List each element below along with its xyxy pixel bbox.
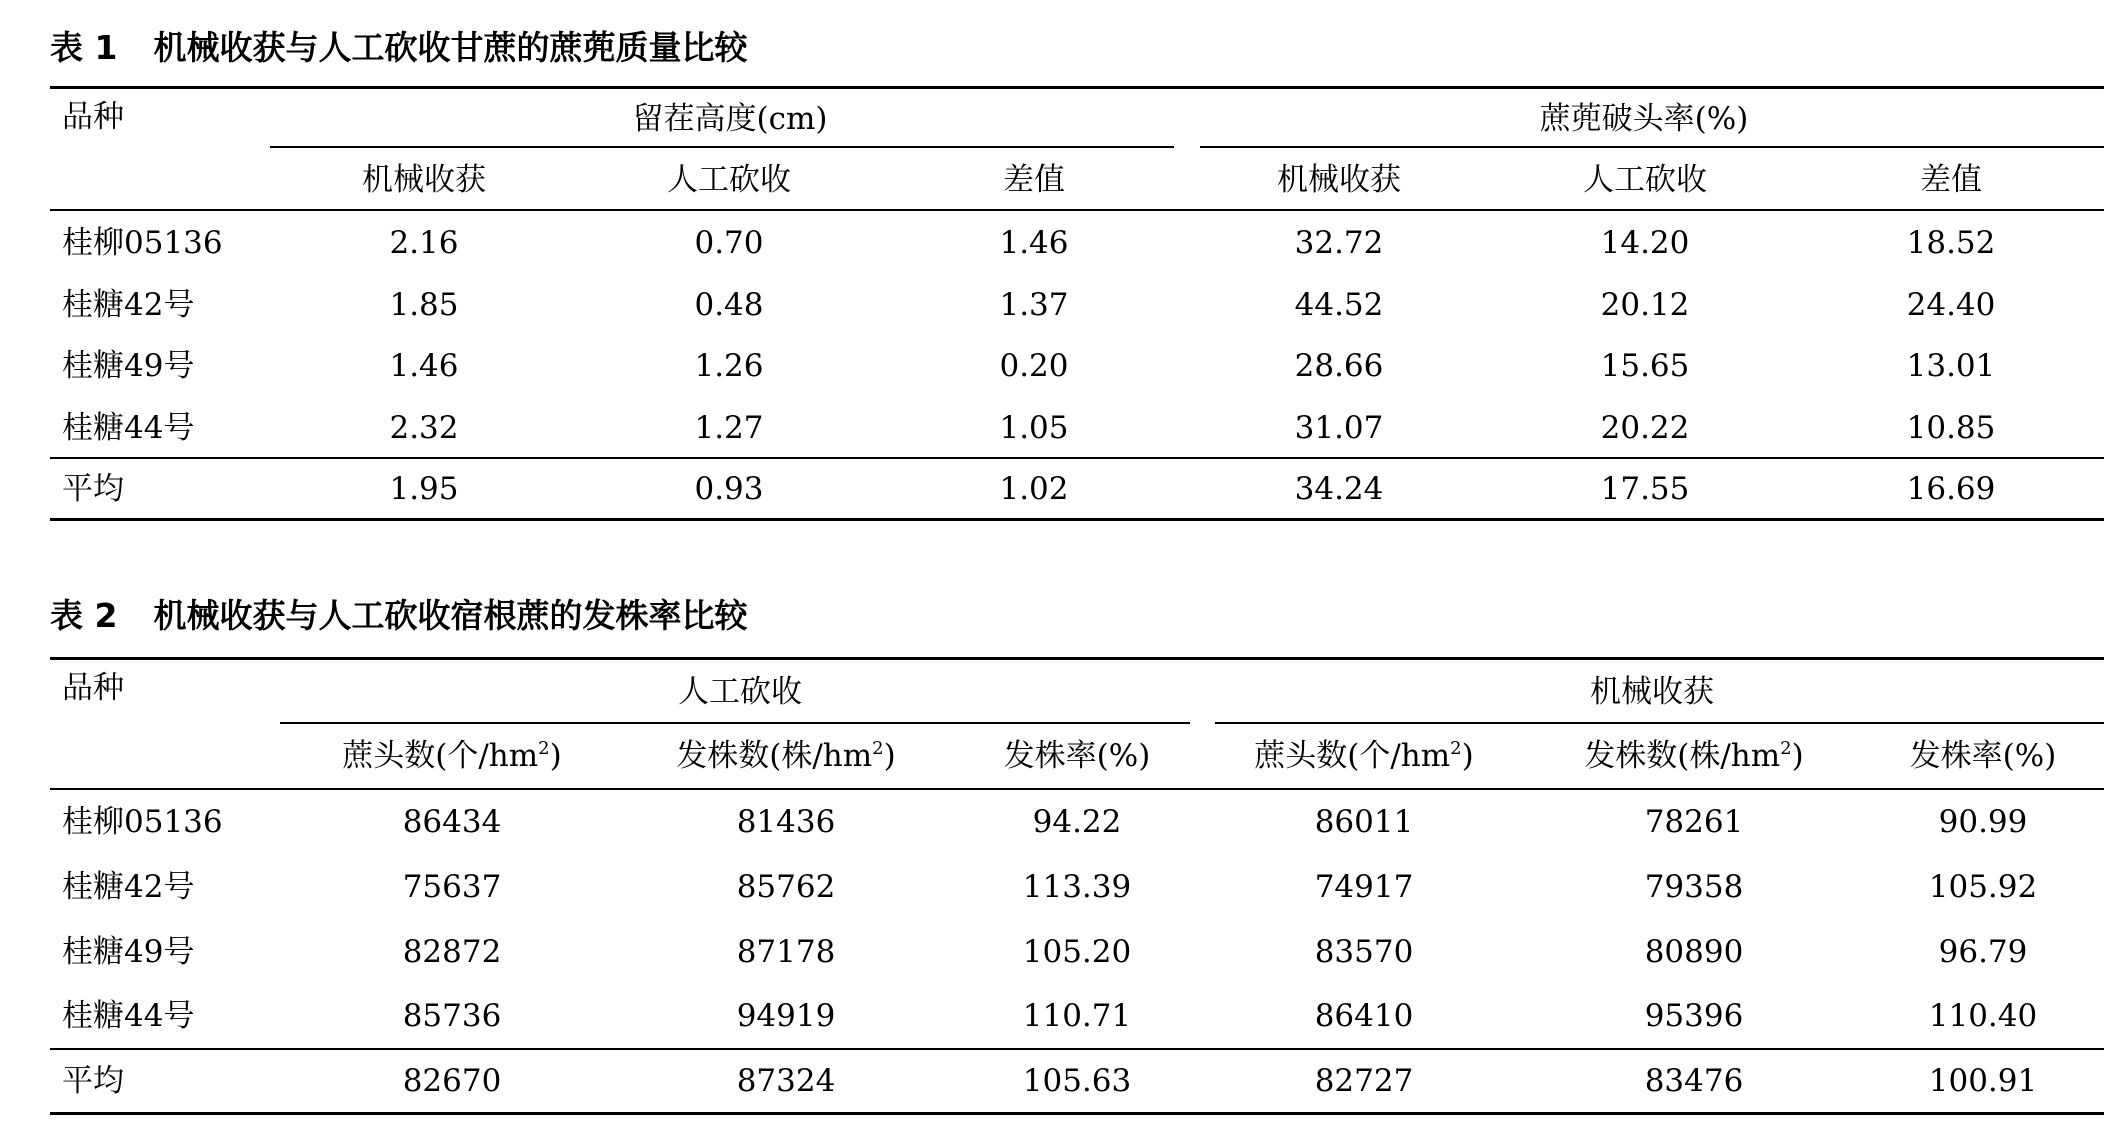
table1-cell: 18.52 <box>1906 225 1996 261</box>
table2-cell: 81436 <box>736 804 836 840</box>
table2-cell: 82872 <box>402 934 502 970</box>
table2-cell: 74917 <box>1314 869 1414 905</box>
table2-cell: 96.79 <box>1938 934 2028 970</box>
table2-summary-name: 平均 <box>62 1063 124 1099</box>
table2-group-rule-left <box>280 722 1190 724</box>
table2-subheader: 发株率(%) <box>1909 738 2057 774</box>
table1-subheader: 机械收获 <box>1277 162 1401 198</box>
table1-summary-cell: 16.69 <box>1906 471 1996 507</box>
table1-group-header-stubble: 留茬高度(cm) <box>632 101 828 137</box>
table1-summary-cell: 1.02 <box>999 471 1069 507</box>
table2-row-name: 桂糖42号 <box>62 869 195 905</box>
table1-summary-cell: 34.24 <box>1294 471 1384 507</box>
table1-summary-cell: 0.93 <box>694 471 764 507</box>
table1-summary-cell: 1.95 <box>389 471 459 507</box>
table2-cell: 95396 <box>1644 998 1744 1034</box>
table2-subheader: 发株率(%) <box>1003 738 1151 774</box>
table1-cell: 0.70 <box>694 225 764 261</box>
table1-cell: 1.26 <box>694 348 764 384</box>
table1-cell: 1.85 <box>389 287 459 323</box>
table2-cell: 94919 <box>736 998 836 1034</box>
table2-cell: 78261 <box>1644 804 1744 840</box>
table2-cell: 80890 <box>1644 934 1744 970</box>
table1-bottom-rule <box>50 518 2104 521</box>
table2-row-name: 桂糖49号 <box>62 934 195 970</box>
table2-cell: 113.39 <box>1022 869 1132 905</box>
table1-cell: 32.72 <box>1294 225 1384 261</box>
table1-subheader: 差值 <box>1003 162 1065 198</box>
table2-cell: 105.20 <box>1022 934 1132 970</box>
table2-stub-header: 品种 <box>62 670 124 706</box>
table2-group-rule-right <box>1215 722 2104 724</box>
table1-cell: 1.46 <box>389 348 459 384</box>
table1-stub-header: 品种 <box>62 99 124 135</box>
table2-cell: 86410 <box>1314 998 1414 1034</box>
table1-group-rule-right <box>1200 146 2104 148</box>
table2-summary-cell: 82727 <box>1314 1063 1414 1099</box>
table2-caption <box>50 594 747 638</box>
table1-row-name: 桂糖42号 <box>62 287 195 323</box>
table2-cell: 105.92 <box>1928 869 2038 905</box>
table1-cell: 0.48 <box>694 287 764 323</box>
table2-summary-cell: 82670 <box>402 1063 502 1099</box>
table1-cell: 2.16 <box>389 225 459 261</box>
table2-label: 表 2 <box>50 596 118 635</box>
table2-subheader: 蔗头数(个$/hm^2$) <box>342 738 562 774</box>
table2-title: 机械收获与人工砍收宿根蔗的发株率比较 <box>153 596 748 635</box>
table1-top-rule <box>50 86 2104 89</box>
table1-cell: 20.12 <box>1600 287 1690 323</box>
table1-label: 表 1 <box>50 28 118 67</box>
table2-top-rule <box>50 657 2104 660</box>
table1-row-name: 桂糖44号 <box>62 410 195 446</box>
table1-cell: 31.07 <box>1294 410 1384 446</box>
table1-cell: 0.20 <box>999 348 1069 384</box>
table1-cell: 1.05 <box>999 410 1069 446</box>
table2-group-header-manual: 人工砍收 <box>678 674 802 710</box>
table2-header-rule <box>50 788 2104 790</box>
table2-cell: 86434 <box>402 804 502 840</box>
table1-cell: 1.37 <box>999 287 1069 323</box>
table1-cell: 15.65 <box>1600 348 1690 384</box>
table1-summary-name: 平均 <box>62 471 124 507</box>
table2-cell: 79358 <box>1644 869 1744 905</box>
table1-cell: 20.22 <box>1600 410 1690 446</box>
table2-row-name: 桂柳05136 <box>62 804 223 840</box>
table2-bottom-rule <box>50 1112 2104 1115</box>
table1-row-name: 桂柳05136 <box>62 225 223 261</box>
table2-summary-cell: 100.91 <box>1928 1063 2038 1099</box>
table1-header-rule <box>50 209 2104 211</box>
table1-title: 机械收获与人工砍收甘蔗的蔗蔸质量比较 <box>153 28 748 67</box>
table1-group-rule-left <box>270 146 1174 148</box>
table1-group-header-breakage: 蔗蔸破头率(%) <box>1539 101 1749 137</box>
table1-cell: 44.52 <box>1294 287 1384 323</box>
table2-cell: 85736 <box>402 998 502 1034</box>
table2-cell: 94.22 <box>1032 804 1122 840</box>
table1-subheader: 人工砍收 <box>1583 162 1707 198</box>
table2-summary-cell: 83476 <box>1644 1063 1744 1099</box>
table1-cell: 1.46 <box>999 225 1069 261</box>
table2-cell: 75637 <box>402 869 502 905</box>
table2-summary-cell: 87324 <box>736 1063 836 1099</box>
table1-caption <box>50 26 747 70</box>
table2-subheader: 蔗头数(个$/hm^2$) <box>1254 738 1474 774</box>
table1-cell: 10.85 <box>1906 410 1996 446</box>
table1-cell: 2.32 <box>389 410 459 446</box>
table2-cell: 86011 <box>1314 804 1414 840</box>
table2-cell: 85762 <box>736 869 836 905</box>
table1-cell: 28.66 <box>1294 348 1384 384</box>
table2-cell: 83570 <box>1314 934 1414 970</box>
table1-subheader: 差值 <box>1920 162 1982 198</box>
table2-group-header-machine: 机械收获 <box>1590 674 1714 710</box>
table2-cell: 110.40 <box>1928 998 2038 1034</box>
table2-summary-rule <box>50 1048 2104 1050</box>
table1-summary-rule <box>50 457 2104 459</box>
table2-row-name: 桂糖44号 <box>62 998 195 1034</box>
table2-summary-cell: 105.63 <box>1022 1063 1132 1099</box>
table1-cell: 14.20 <box>1600 225 1690 261</box>
table2-subheader: 发株数(株$/hm^2$) <box>676 738 896 774</box>
table1-cell: 24.40 <box>1906 287 1996 323</box>
table2-cell: 110.71 <box>1022 998 1132 1034</box>
table2-cell: 87178 <box>736 934 836 970</box>
table1-cell: 13.01 <box>1906 348 1996 384</box>
table1-row-name: 桂糖49号 <box>62 348 195 384</box>
table1-cell: 1.27 <box>694 410 764 446</box>
table2-subheader: 发株数(株$/hm^2$) <box>1584 738 1804 774</box>
table2-cell: 90.99 <box>1938 804 2028 840</box>
table1-summary-cell: 17.55 <box>1600 471 1690 507</box>
table1-subheader: 机械收获 <box>362 162 486 198</box>
table1-subheader: 人工砍收 <box>667 162 791 198</box>
